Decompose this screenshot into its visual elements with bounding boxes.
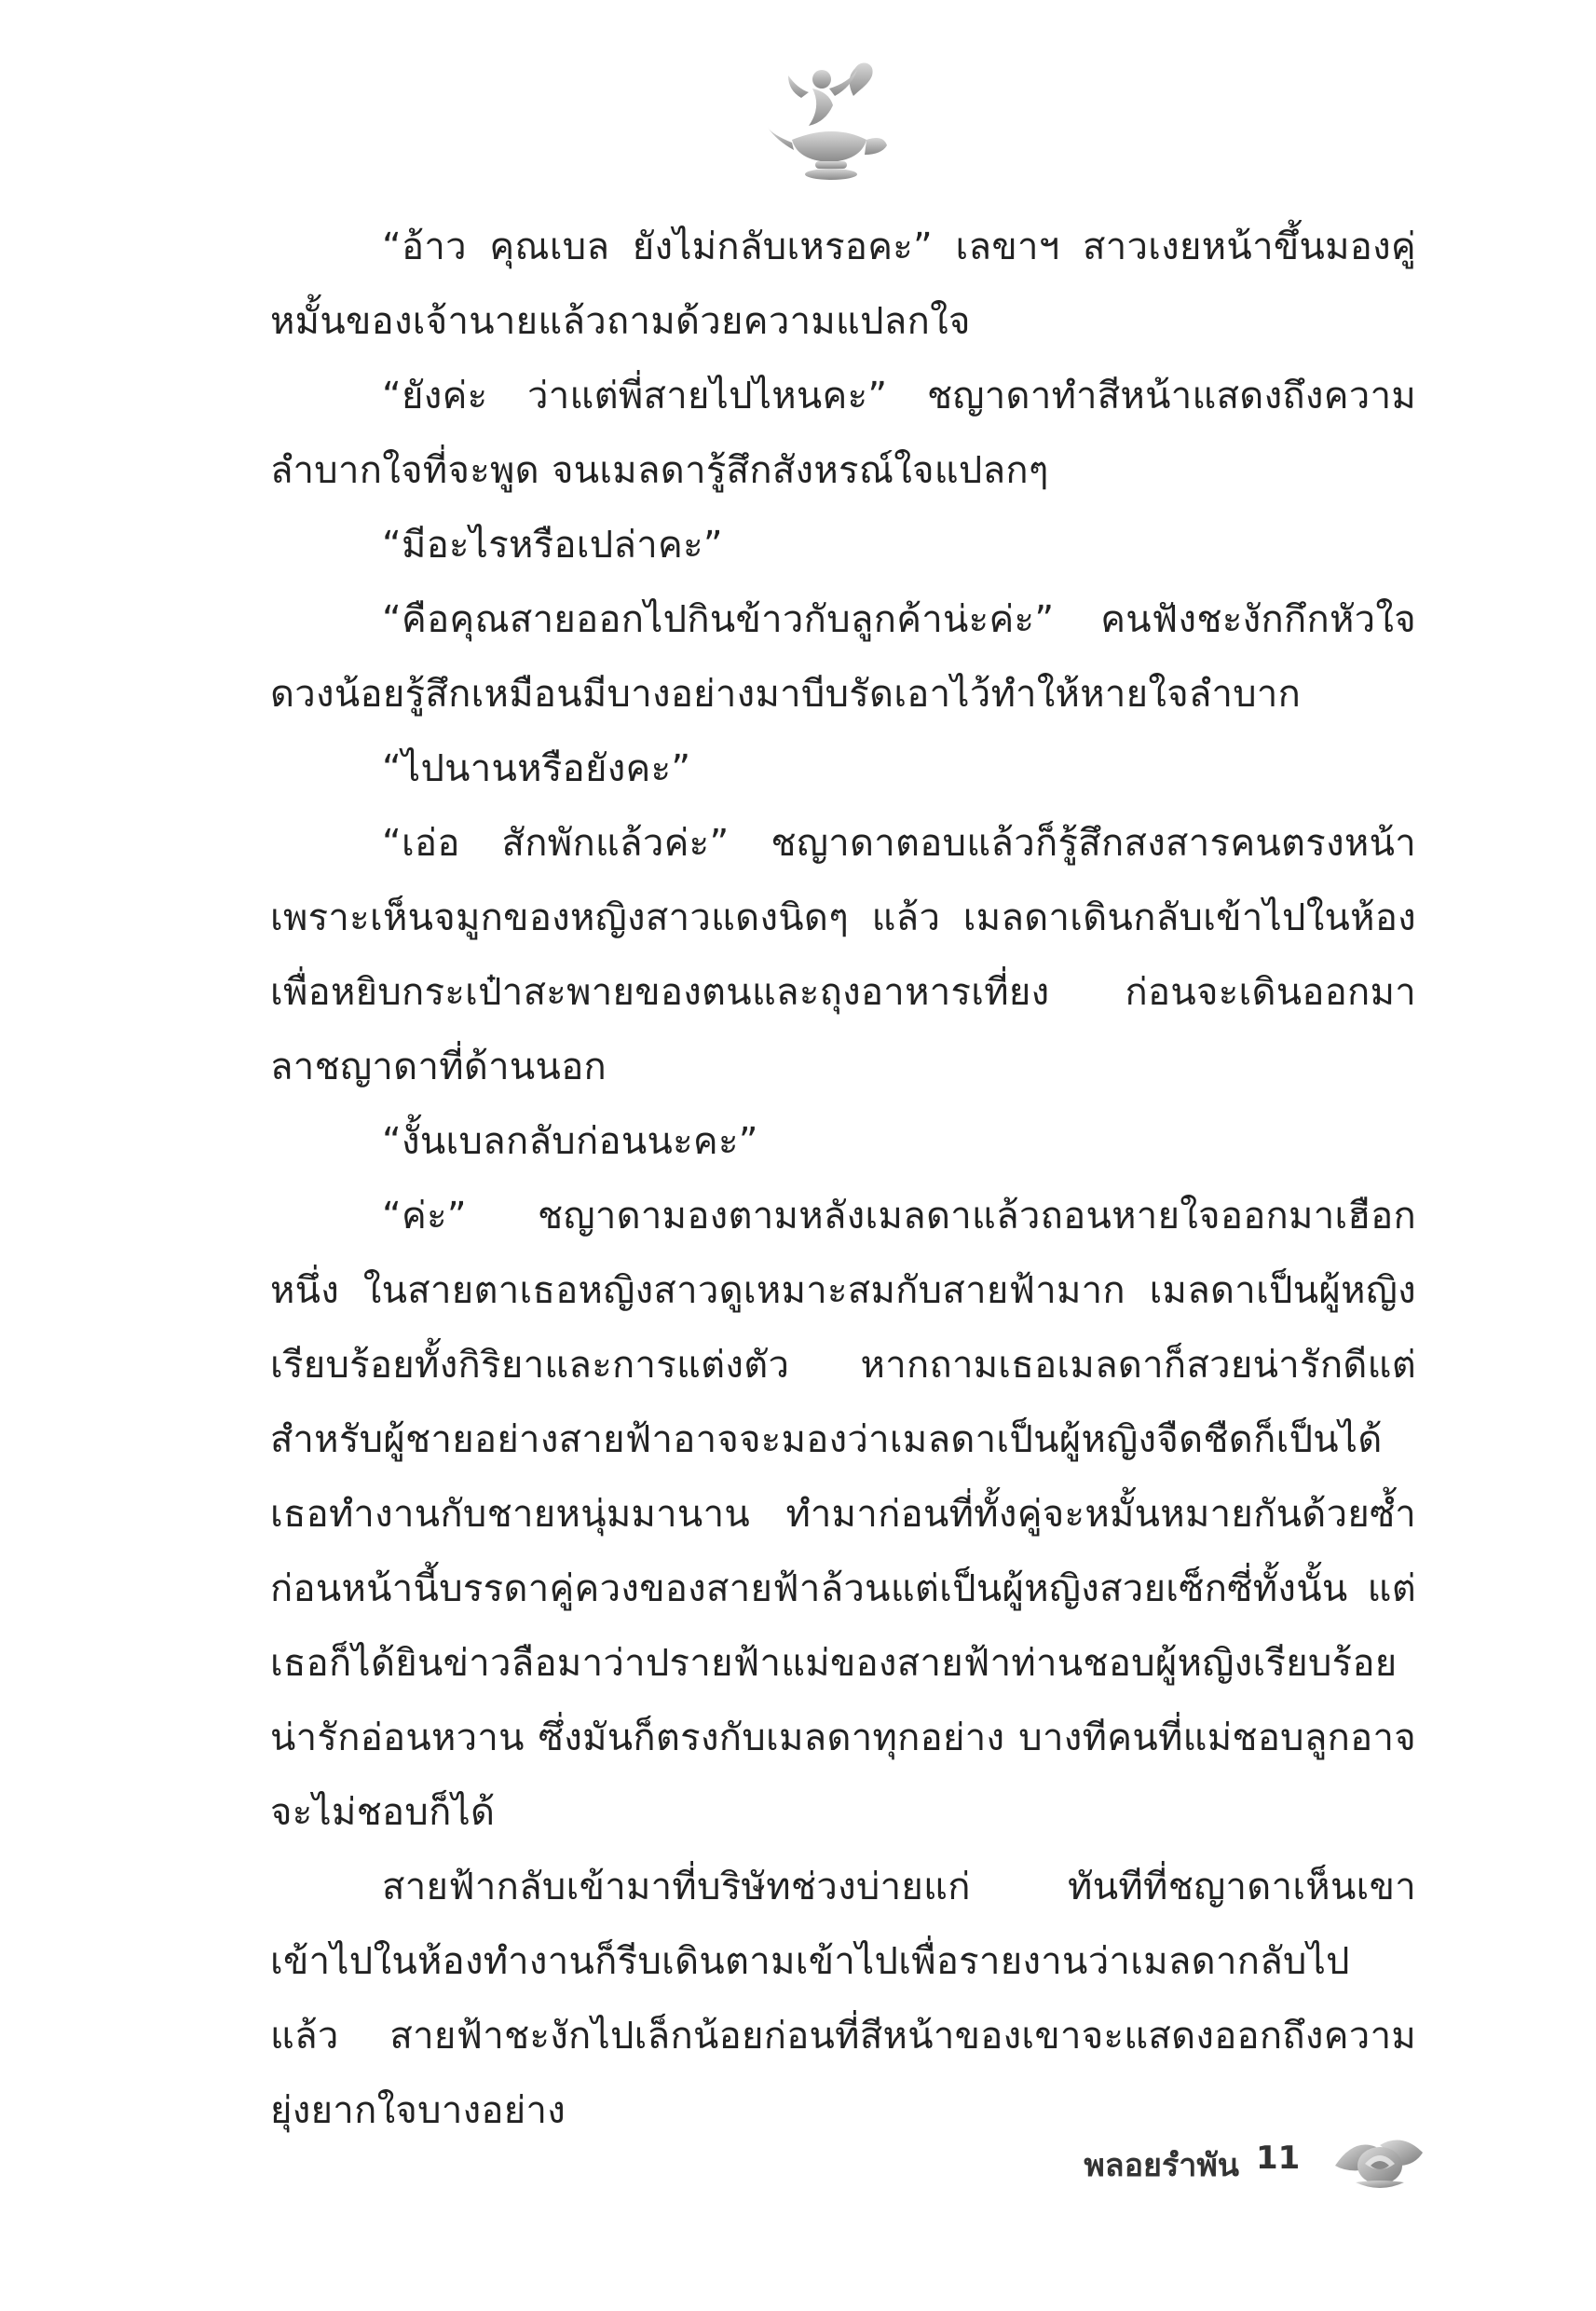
paragraph: “งั้นเบลกลับก่อนนะคะ” [382, 1120, 758, 1163]
paragraph: “คือคุณสายออกไปกินข้าวกับลูกค้าน่ะค่ะ” คนฟังชะงักกึกหัวใจดวงน้อยรู้สึกเหมือนมีบางอย่างมาบีบรัดเอาไว้ทำให้หายใจลำบาก [270, 598, 1416, 716]
paragraph: “อ้าว คุณเบล ยังไม่กลับเหรอคะ” เลขาฯ สาวเงยหน้าขึ้นมองคู่หมั้นของเจ้านายแล้วถามด้วยความแปลกใจ [270, 226, 1416, 343]
page-footer [1044, 2125, 1416, 2199]
paragraph: “ยังค่ะ ว่าแต่พี่สายไปไหนคะ” ชญาดาทำสีหน้าแสดงถึงความลำบากใจที่จะพูด จนเมลดารู้สึกสังหรณ์ใจแปลกๆ [270, 375, 1416, 492]
body-text [270, 210, 1416, 2148]
page-number: 11 [1256, 2140, 1301, 2177]
cupid-teapot-icon [764, 51, 904, 191]
paragraph: “ไปนานหรือยังคะ” [382, 747, 691, 790]
paragraph: “เอ่อ สักพักแล้วค่ะ” ชญาดาตอบแล้วก็รู้สึกสงสารคนตรงหน้าเพราะเห็นจมูกของหญิงสาวแดงนิดๆ แล้ว เมลดาเดินกลับเข้าไปในห้องเพื่อหยิบกระเป๋าสะพายของตนและถุงอาหารเที่ยง ก่อนจะเดินออกมาลาชญาดาที่ด้านนอก [270, 822, 1416, 1088]
paragraph: “มีอะไรหรือเปล่าคะ” [382, 524, 723, 567]
paragraph: “ค่ะ” ชญาดามองตามหลังเมลดาแล้วถอนหายใจออกมาเฮือกหนึ่ง ในสายตาเธอหญิงสาวดูเหมาะสมกับสายฟ้ามาก เมลดาเป็นผู้หญิงเรียบร้อยทั้งกิริยาและการแต่งตัว หากถามเธอเมลดาก็สวยน่ารักดีแต่สำหรับผู้ชายอย่างสายฟ้าอาจจะมองว่าเมลดาเป็นผู้หญิงจืดชืดก็เป็นได้ เธอทำงานกับชายหนุ่มมานาน ทำมาก่อนที่ทั้งคู่จะหมั้นหมายกันด้วยซ้ำ ก่อนหน้านี้บรรดาคู่ควงของสายฟ้าล้วนแต่เป็นผู้หญิงสวยเซ็กซี่ทั้งนั้น แต่เธอก็ได้ยินข่าวลือมาว่าปรายฟ้าแม่ของสายฟ้าท่านชอบผู้หญิงเรียบร้อยน่ารักอ่อนหวาน ซึ่งมันก็ตรงกับเมลดาทุกอย่าง บางทีคนที่แม่ชอบลูกอาจจะไม่ชอบก็ได้ [270, 1195, 1416, 1834]
rose-icon [1328, 2125, 1430, 2199]
book-title: พลอยรำพัน [1084, 2147, 1239, 2184]
paragraph: สายฟ้ากลับเข้ามาที่บริษัทช่วงบ่ายแก่ ทันทีที่ชญาดาเห็นเขาเข้าไปในห้องทำงานก็รีบเดินตามเข้าไปเพื่อรายงานว่าเมลดากลับไปแล้ว สายฟ้าชะงักไปเล็กน้อยก่อนที่สีหน้าของเขาจะแสดงออกถึงความยุ่งยากใจบางอย่าง [270, 1866, 1416, 2132]
